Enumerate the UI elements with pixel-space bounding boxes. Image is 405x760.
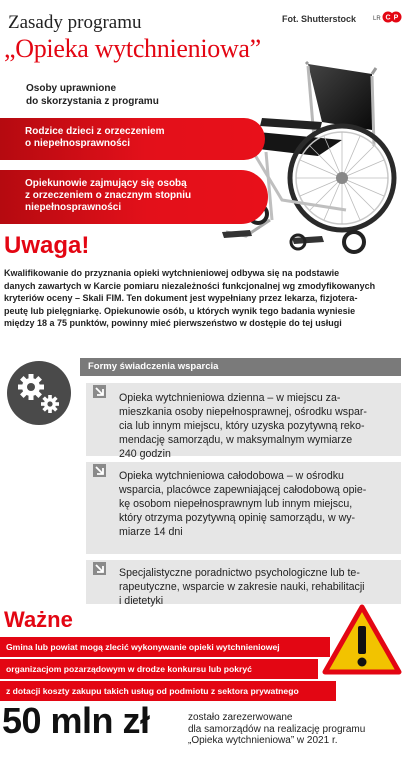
support-form-line: mendację samorządu, w maksymalnym wymiarze [119, 434, 353, 446]
eligible-group-line: Rodzice dzieci z orzeczeniem [25, 126, 165, 137]
eligible-group-parents [0, 118, 265, 160]
budget-description [188, 712, 365, 747]
notice-line: peutę lub pielęgniarkę. Opiekunowie osób, u których wynik tego badania wyniesie [4, 305, 356, 316]
eligible-label-line: Osoby uprawnione [26, 83, 117, 94]
eligible-group-line: niepełnosprawności [25, 202, 122, 213]
notice-line: Kwalifikowanie do przyznania opieki wytchnieniowej odbywa się na podstawie [4, 268, 340, 278]
important-heading: Ważne [4, 607, 73, 632]
arrow-down-right-icon [93, 385, 106, 398]
support-form-24h-care [119, 469, 399, 539]
support-form-line: wsparcia, placówce zapewniającej całodobową opie- [119, 484, 367, 496]
important-line: Gmina lub powiat mogą zlecić wykonywanie opieki wytchnieniowej [0, 637, 330, 657]
photo-credit: Fot. Shutterstock [282, 14, 357, 24]
budget-line: zostało zarezerwowane [188, 712, 293, 723]
title-line-2: „Opieka wytchnieniowa” [4, 34, 261, 63]
gears-icon [6, 360, 72, 426]
budget-amount: 50 mln zł [2, 700, 150, 741]
svg-text:P: P [393, 14, 399, 22]
eligible-group-caregivers [0, 170, 268, 224]
important-line: organizacjom pozarządowym w drodze konkursu lub pokryć [0, 659, 318, 679]
svg-text:C: C [385, 14, 391, 22]
support-form-line: Specjalistyczne poradnictwo psychologiczne lub te- [119, 567, 360, 579]
support-form-line: kę osobom niepełnosprawnym lub innym miejscu, [119, 498, 353, 510]
support-form-line: Opieka wytchnieniowa dzienna – w miejscu za- [119, 392, 341, 404]
eligible-group-line: Opiekunowie zajmujący się osobą [25, 178, 187, 189]
budget-line: „Opieka wytchnieniowa” w 2021 r. [188, 735, 338, 746]
eligible-persons-label [26, 82, 159, 108]
support-form-line: rapeutyczne, wsparcie w zakresie nauki, rehabilitacji [119, 581, 365, 593]
eligible-group-line: o niepełnosprawności [25, 138, 131, 149]
notice-line: kryteriów oceny – Skali FIM. Ten dokument jest wypełniany przez lekarza, fizjotera- [4, 293, 358, 304]
warning-triangle-icon [322, 604, 402, 676]
arrow-down-right-icon [93, 562, 106, 575]
important-line: z dotacji koszty zakupu takich usług od podmiotu z sektora prywatnego [0, 681, 336, 701]
budget-line: dla samorządów na realizację programu [188, 723, 366, 735]
support-form-counselling [119, 566, 399, 608]
support-form-line: i dietetyki [119, 595, 164, 607]
notice-line: danych zawartych w Karcie pomiaru niezależności funkcjonalnej wg zmodyfikowanych [4, 280, 376, 291]
support-form-day-care [119, 391, 399, 461]
support-form-line: mieszkania osoby niepełnosprawnej, ośrodku wspar- [119, 406, 367, 418]
notice-text [4, 267, 402, 330]
support-form-line: miarze 14 dni [119, 526, 183, 538]
notice-heading: Uwaga! [4, 232, 90, 259]
eligible-label-line: do skorzystania z programu [26, 96, 159, 107]
support-form-line: który otrzyma pozytywną opinię samorządu, w wy- [119, 512, 356, 524]
support-form-line: cia lub innym miejscu, który uzyska pozytywną reko- [119, 420, 365, 432]
support-forms-header: Formy świadczenia wsparcia [80, 358, 401, 376]
support-form-line: Opieka wytchnieniowa całodobowa – w ośrodku [119, 470, 344, 482]
publisher-logo-icon [382, 11, 402, 23]
arrow-down-right-icon [93, 464, 106, 477]
notice-line: między 18 a 75 punktów, powinny mieć pierwszeństwo w dostępie do tej usługi [4, 318, 342, 329]
author-initials: LR [373, 16, 381, 22]
title-line-1: Zasady programu [8, 12, 142, 33]
eligible-group-line: z orzeczeniem o znacznym stopniu [25, 190, 192, 201]
support-form-line: 240 godzin [119, 448, 171, 460]
